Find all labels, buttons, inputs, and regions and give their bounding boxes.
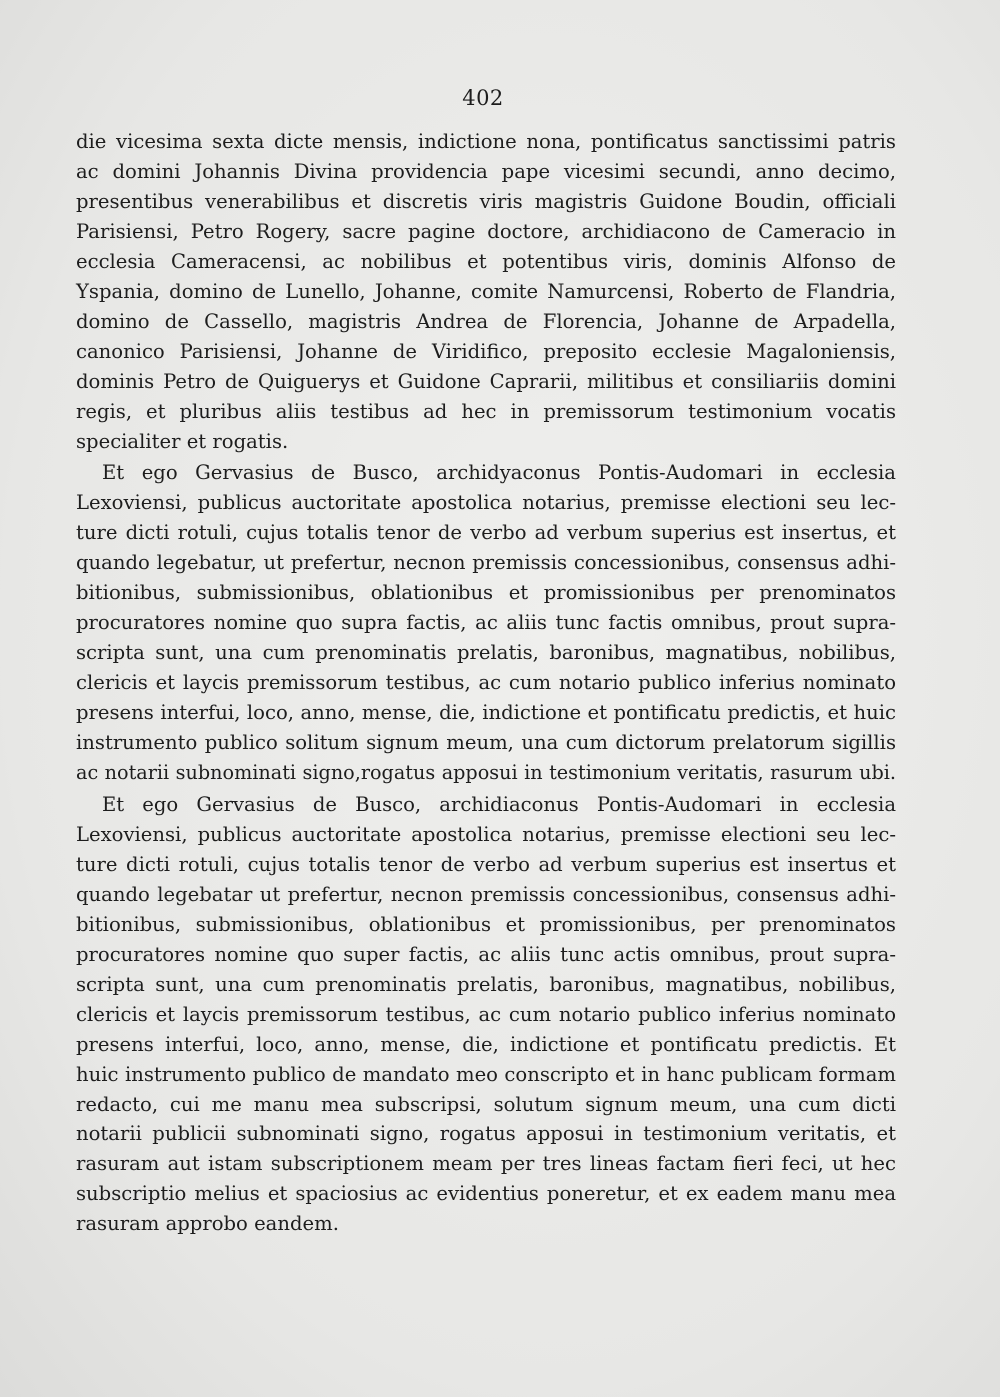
body-text (76, 127, 896, 1239)
paragraph-2 (76, 458, 896, 787)
page-number: 402 (462, 86, 504, 110)
text-line: procuratores nomine quo supra factis, ac aliis tunc factis omnibus, prout supra- (76, 611, 896, 635)
text-line: huic instrumento publico de mandato meo conscripto et in hanc publicam formam (76, 1062, 896, 1086)
text-line: quando legebatur, ut prefertur, necnon premissis concessionibus, consensus adhi- (76, 551, 896, 575)
text-line: Et ego Gervasius de Busco, archidyaconus Pontis-Audomari in ecclesia (102, 461, 896, 485)
text-line: scripta sunt, una cum prenominatis prelatis, baronibus, magnatibus, nobilibus, (76, 641, 896, 665)
text-line: presentibus venerabilibus et discretis viris magistris Guidone Boudin, officiali (76, 189, 896, 213)
text-line: canonico Parisiensi, Johanne de Viridifico, preposito ecclesie Magaloniensis, (76, 339, 896, 363)
text-line: domino de Cassello, magistris Andrea de Florencia, Johanne de Arpadella, (76, 309, 896, 333)
text-line: die vicesima sexta dicte mensis, indictione nona, pontificatus sanctissimi patris (76, 130, 896, 153)
text-line: rasuram aut istam subscriptionem meam per tres lineas factam fieri feci, ut hec (76, 1152, 896, 1176)
text-line: clericis et laycis premissorum testibus, ac cum notario publico inferius nominato (76, 1002, 896, 1026)
text-line: Yspania, domino de Lunello, Johanne, comite Namurcensi, Roberto de Flandria, (76, 279, 896, 303)
text-line: scripta sunt, una cum prenominatis prelatis, baronibus, magnatibus, nobilibus, (76, 972, 896, 996)
text-line: presens interfui, loco, anno, mense, die, indictione et pontificatu predictis, et huic (76, 701, 896, 725)
paragraph-1 (76, 127, 896, 456)
text-line: instrumento publico solitum signum meum, una cum dictorum prelatorum sigillis (76, 731, 896, 755)
text-line: presens interfui, loco, anno, mense, die, indictione et pontificatu predictis. Et (76, 1032, 896, 1056)
text-line: ac notarii subnominati signo,rogatus apposui in testimonium veritatis, rasurum ubi. (76, 761, 896, 785)
text-line: ac domini Johannis Divina providencia pape vicesimi secundi, anno decimo, (76, 159, 896, 183)
text-line: procuratores nomine quo super factis, ac aliis tunc actis omnibus, prout supra- (76, 942, 896, 966)
text-line: Lexoviensi, publicus auctoritate apostolica notarius, premisse electioni seu lec- (76, 822, 896, 846)
text-line: clericis et laycis premissorum testibus, ac cum notario publico inferius nominato (76, 671, 896, 695)
text-line: Et ego Gervasius de Busco, archidiaconus Pontis-Audomari in ecclesia (102, 792, 896, 816)
text-line: ture dicti rotuli, cujus totalis tenor de verbo ad verbum superius est insertus et (76, 852, 896, 876)
text-line: regis, et pluribus aliis testibus ad hec in premissorum testimonium vocatis (76, 399, 896, 423)
text-line: ture dicti rotuli, cujus totalis tenor de verbo ad verbum superius est insertus, et (76, 521, 896, 545)
paragraph-3 (76, 790, 896, 1239)
text-line: Parisiensi, Petro Rogery, sacre pagine doctore, archidiacono de Cameracio in (76, 219, 896, 243)
text-line: bitionibus, submissionibus, oblationibus et promissionibus per prenominatos (76, 581, 896, 605)
text-line: rasuram approbo eandem. (76, 1212, 339, 1236)
text-line: ecclesia Cameracensi, ac nobilibus et potentibus viris, dominis Alfonso de (76, 249, 896, 273)
text-line: notarii publicii subnominati signo, rogatus apposui in testimonium veritatis, et (76, 1122, 896, 1146)
text-line: dominis Petro de Quiguerys et Guidone Caprarii, militibus et consiliariis domini (76, 369, 896, 393)
text-line: subscriptio melius et spaciosius ac evidentius poneretur, et ex eadem manu mea (76, 1182, 896, 1206)
text-line: Lexoviensi, publicus auctoritate apostolica notarius, premisse electioni seu lec- (76, 491, 896, 515)
text-line: redacto, cui me manu mea subscripsi, solutum signum meum, una cum dicti (76, 1092, 896, 1116)
text-line: quando legebatar ut prefertur, necnon premissis concessionibus, consensus adhi- (76, 882, 896, 906)
text-line: bitionibus, submissionibus, oblationibus et promissionibus, per prenominatos (76, 912, 896, 936)
text-line: specialiter et rogatis. (76, 429, 289, 453)
